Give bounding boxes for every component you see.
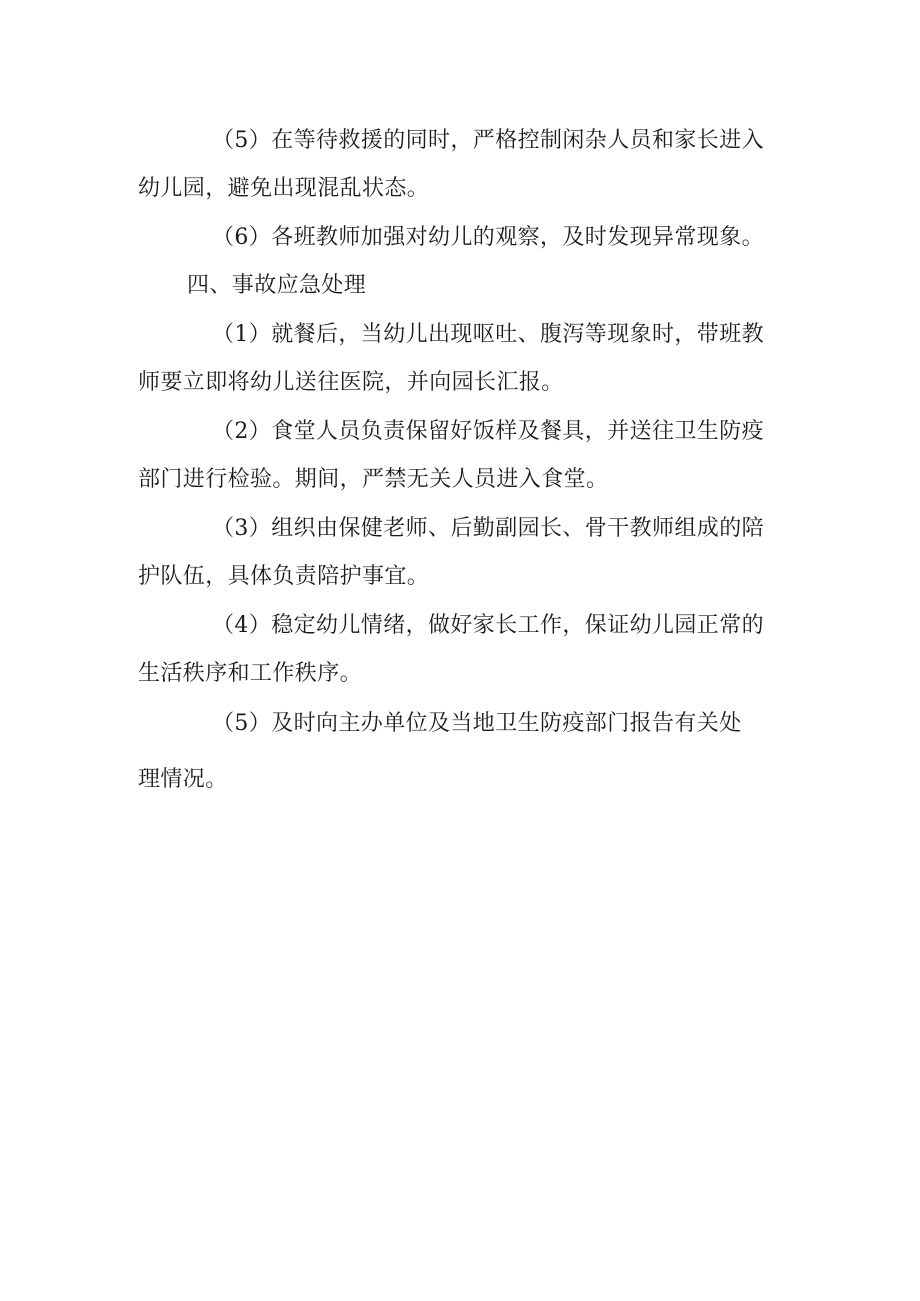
paragraph-line: （4）稳定幼儿情绪，做好家长工作，保证幼儿园正常的 (212, 613, 764, 638)
paragraph-line: （2）食堂人员负责保留好饭样及餐具，并送往卫生防疫 (212, 419, 764, 444)
section-heading: 四、事故应急处理 (187, 273, 367, 298)
paragraph-line: 理情况。 (138, 767, 228, 792)
paragraph-line: （1）就餐后，当幼儿出现呕吐、腹泻等现象时，带班教 (212, 322, 764, 347)
paragraph-line: 生活秩序和工作秩序。 (138, 661, 363, 686)
paragraph-line: 部门进行检验。期间，严禁无关人员进入食堂。 (138, 467, 609, 492)
paragraph-line: 护队伍，具体负责陪护事宜。 (138, 564, 430, 589)
paragraph-line: （3）组织由保健老师、后勤副园长、骨干教师组成的陪 (212, 516, 764, 541)
paragraph-line: 幼儿园，避免出现混乱状态。 (138, 176, 430, 201)
paragraph-line: （5）及时向主办单位及当地卫生防疫部门报告有关处 (212, 711, 742, 736)
paragraph-line: （6）各班教师加强对幼儿的观察，及时发现异常现象。 (212, 225, 764, 250)
paragraph-line: （5）在等待救援的同时，严格控制闲杂人员和家长进入 (212, 128, 764, 153)
paragraph-line: 师要立即将幼儿送往医院，并向园长汇报。 (138, 370, 564, 395)
